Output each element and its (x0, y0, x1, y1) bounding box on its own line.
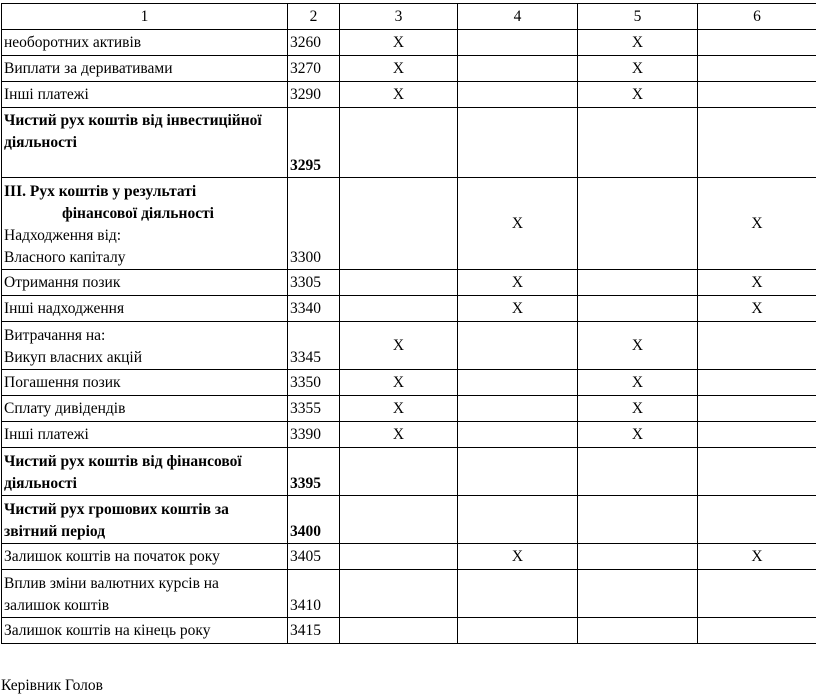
row-code: 3270 (288, 56, 340, 82)
x-mark: Х (698, 544, 816, 570)
empty-cell (578, 270, 698, 296)
x-mark: Х (578, 396, 698, 422)
subheading: Витрачання на: (4, 327, 106, 344)
header-cell: 2 (288, 4, 340, 30)
empty-cell (458, 448, 578, 496)
row-label: Інші платежі (2, 82, 288, 108)
x-mark: Х (340, 396, 458, 422)
x-mark: Х (458, 296, 578, 322)
table-row (2, 370, 816, 396)
table-row (2, 570, 816, 618)
row-label: Залишок коштів на початок року (2, 544, 288, 570)
empty-cell (578, 178, 698, 270)
section-title-cont: фінансової діяльності (62, 205, 214, 222)
row-label-cont: залишок коштів (4, 597, 110, 614)
table-header-row (2, 4, 816, 30)
empty-cell (340, 544, 458, 570)
empty-cell (698, 496, 816, 544)
fx-label-cell (2, 570, 288, 618)
empty-cell (578, 544, 698, 570)
empty-cell (340, 108, 458, 178)
table-row (2, 618, 816, 644)
x-mark: Х (458, 178, 578, 270)
table-row (2, 296, 816, 322)
row-label: Отримання позик (2, 270, 288, 296)
row-code: 3390 (288, 422, 340, 448)
row-code: 3355 (288, 396, 340, 422)
empty-cell (458, 322, 578, 370)
row-code: 3300 (288, 178, 340, 270)
empty-cell (458, 30, 578, 56)
row-code: 3410 (288, 570, 340, 618)
header-cell: 3 (340, 4, 458, 30)
empty-cell (340, 270, 458, 296)
row-label: необоротних активів (2, 30, 288, 56)
row-label: Погашення позик (2, 370, 288, 396)
empty-cell (340, 296, 458, 322)
empty-cell (578, 496, 698, 544)
row-code: 3405 (288, 544, 340, 570)
empty-cell (698, 422, 816, 448)
table-row (2, 544, 816, 570)
empty-cell (458, 108, 578, 178)
row-code: 3350 (288, 370, 340, 396)
empty-cell (578, 618, 698, 644)
section-cell (2, 178, 288, 270)
row-label: Сплату дивідендів (2, 396, 288, 422)
empty-cell (698, 448, 816, 496)
table-row (2, 108, 816, 178)
empty-cell (698, 30, 816, 56)
row-label-cont: звітний період (4, 523, 106, 540)
table-row (2, 30, 816, 56)
row-label: Викуп власних акцій (4, 349, 142, 366)
row-code: 3400 (288, 496, 340, 544)
header-cell: 1 (2, 4, 288, 30)
table-row (2, 396, 816, 422)
empty-cell (458, 56, 578, 82)
empty-cell (458, 496, 578, 544)
table-row (2, 270, 816, 296)
empty-cell (340, 570, 458, 618)
empty-cell (458, 422, 578, 448)
table-row (2, 322, 816, 370)
empty-cell (458, 396, 578, 422)
empty-cell (458, 618, 578, 644)
section-title: ІІІ. Рух коштів у результаті (4, 183, 197, 200)
total-label-cell (2, 496, 288, 544)
table-row (2, 82, 816, 108)
x-mark: Х (340, 56, 458, 82)
signature-line: Керівник Голов (1, 677, 103, 694)
empty-cell (340, 178, 458, 270)
x-mark: Х (340, 322, 458, 370)
x-mark: Х (578, 82, 698, 108)
x-mark: Х (578, 370, 698, 396)
row-label: Чистий рух грошових коштів за (4, 501, 229, 518)
x-mark: Х (578, 422, 698, 448)
table-row (2, 496, 816, 544)
x-mark: Х (340, 30, 458, 56)
row-label: Вплив зміни валютних курсів на (4, 575, 219, 592)
row-label: Чистий рух коштів від інвестиційної діяльності (2, 108, 288, 178)
table-row (2, 56, 816, 82)
x-mark: Х (578, 322, 698, 370)
empty-cell (340, 448, 458, 496)
row-label: Інші платежі (2, 422, 288, 448)
empty-cell (578, 108, 698, 178)
row-code: 3340 (288, 296, 340, 322)
total-label-cell (2, 448, 288, 496)
row-code: 3295 (288, 108, 340, 178)
empty-cell (458, 570, 578, 618)
header-cell: 6 (698, 4, 816, 30)
x-mark: Х (698, 270, 816, 296)
row-code: 3345 (288, 322, 340, 370)
row-label: Виплати за деривативами (2, 56, 288, 82)
row-code: 3305 (288, 270, 340, 296)
table-row (2, 178, 816, 270)
empty-cell (698, 396, 816, 422)
row-label-cont: діяльності (4, 475, 77, 492)
x-mark: Х (340, 422, 458, 448)
row-code: 3260 (288, 30, 340, 56)
header-cell: 5 (578, 4, 698, 30)
empty-cell (458, 82, 578, 108)
x-mark: Х (578, 56, 698, 82)
empty-cell (698, 82, 816, 108)
empty-cell (698, 370, 816, 396)
x-mark: Х (458, 544, 578, 570)
empty-cell (698, 618, 816, 644)
empty-cell (698, 322, 816, 370)
table-row (2, 422, 816, 448)
empty-cell (340, 496, 458, 544)
row-label: Залишок коштів на кінець року (2, 618, 288, 644)
row-code: 3290 (288, 82, 340, 108)
x-mark: Х (340, 370, 458, 396)
spending-cell (2, 322, 288, 370)
row-label: Чистий рух коштів від фінансової (4, 453, 242, 470)
empty-cell (458, 370, 578, 396)
row-label: Власного капіталу (4, 249, 126, 266)
table-row (2, 448, 816, 496)
x-mark: Х (340, 82, 458, 108)
x-mark: Х (458, 270, 578, 296)
empty-cell (578, 570, 698, 618)
row-label: Інші надходження (2, 296, 288, 322)
empty-cell (578, 448, 698, 496)
x-mark: Х (698, 296, 816, 322)
header-cell: 4 (458, 4, 578, 30)
subheading: Надходження від: (4, 227, 122, 244)
empty-cell (340, 618, 458, 644)
x-mark: Х (698, 178, 816, 270)
x-mark: Х (578, 30, 698, 56)
cash-flow-table (1, 3, 816, 644)
row-code: 3395 (288, 448, 340, 496)
empty-cell (698, 570, 816, 618)
empty-cell (698, 108, 816, 178)
empty-cell (578, 296, 698, 322)
row-code: 3415 (288, 618, 340, 644)
empty-cell (698, 56, 816, 82)
